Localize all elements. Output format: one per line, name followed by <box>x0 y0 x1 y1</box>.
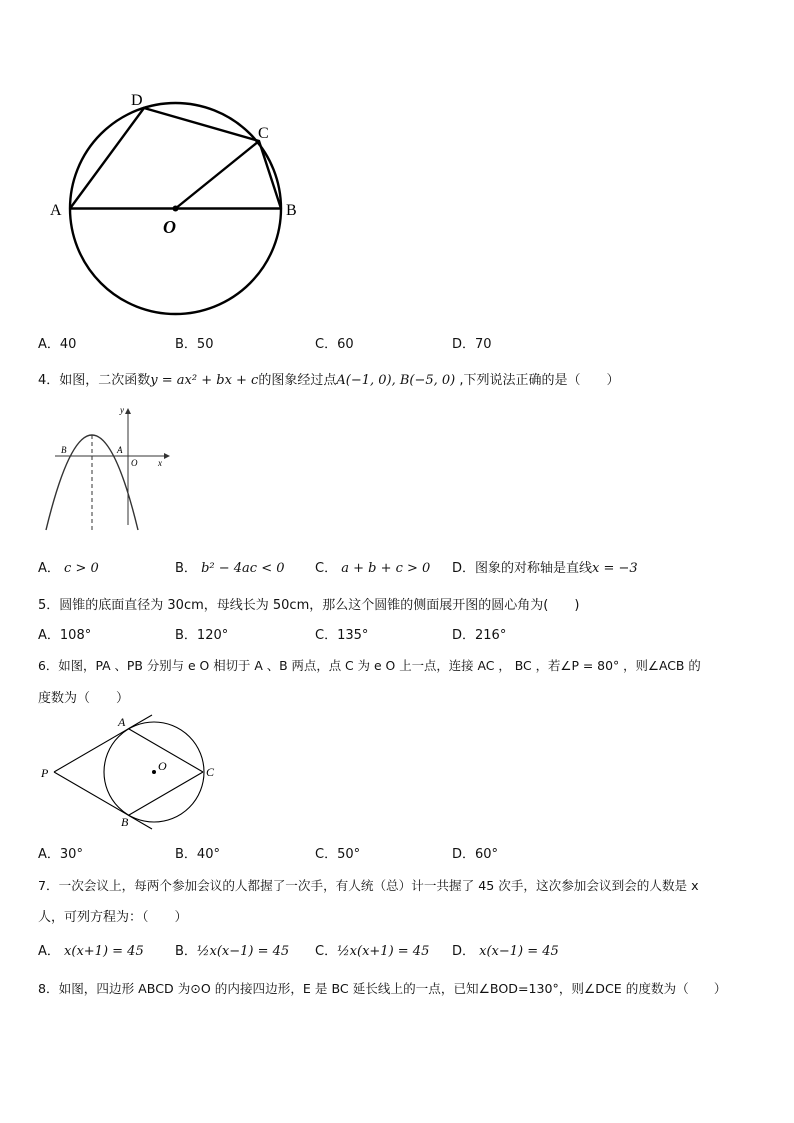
q6-stem-line1: 6．如图，PA 、PB 分别与 e O 相切于 A 、B 两点，点 C 为 e O 上一点，连接 AC ， BC ，若∠P = 80° ，则∠ACB 的 <box>38 658 701 673</box>
option-value: x(x−1) = 45 <box>479 944 559 959</box>
option-value: 50° <box>337 847 361 862</box>
option-value: 216° <box>475 628 507 643</box>
label-o: O <box>163 217 176 237</box>
q3-option-c[interactable] <box>315 333 354 352</box>
option-value: 60 <box>337 337 354 352</box>
option-value: x(x+1) = 45 <box>64 944 144 959</box>
option-value: 40 <box>59 337 77 352</box>
option-letter: D． <box>452 628 476 643</box>
option-letter: C． <box>315 561 338 576</box>
label-b: B <box>286 202 297 219</box>
q7-option-a[interactable] <box>38 940 144 959</box>
option-letter: C． <box>315 628 338 643</box>
label-o: O <box>131 458 138 468</box>
label-a: A <box>50 202 62 219</box>
option-letter: C． <box>315 337 338 352</box>
q6-option-d[interactable] <box>452 843 498 862</box>
tangent-pb <box>54 772 152 829</box>
option-value: 135° <box>337 628 369 643</box>
option-letter: A． <box>38 561 60 576</box>
option-letter: B． <box>175 337 197 352</box>
option-letter: C． <box>315 847 338 862</box>
label-y: y <box>120 405 124 415</box>
question-number: 4． <box>38 373 60 388</box>
center-point <box>173 206 179 212</box>
option-letter: C． <box>315 944 338 959</box>
label-o: O <box>158 759 167 773</box>
q7-option-d[interactable] <box>452 940 559 959</box>
option-letter: A． <box>38 847 60 862</box>
option-letter: A． <box>38 628 60 643</box>
q5-option-c[interactable] <box>315 624 368 643</box>
option-letter: B． <box>175 628 197 643</box>
option-value: 30° <box>59 847 83 862</box>
option-letter: A． <box>38 944 60 959</box>
label-a: A <box>118 715 126 729</box>
q5-option-d[interactable] <box>452 624 506 643</box>
option-text: 图象的对称轴是直线 <box>475 561 593 576</box>
option-value: ½x(x+1) = 45 <box>337 944 430 959</box>
option-letter: B． <box>175 944 197 959</box>
q4-option-c[interactable] <box>315 557 430 576</box>
option-value: 70 <box>475 337 492 352</box>
y-axis-arrow <box>125 408 131 414</box>
label-c: C <box>258 125 269 142</box>
q6-stem-line2: 度数为（ ） <box>38 691 130 706</box>
figure-tangent-circle <box>38 712 223 832</box>
label-c: C <box>206 765 215 779</box>
q3-option-d[interactable] <box>452 333 492 352</box>
option-value: a + b + c > 0 <box>341 561 431 576</box>
option-value: b² − 4ac < 0 <box>201 561 285 576</box>
q6-option-c[interactable] <box>315 843 360 862</box>
label-x: x <box>158 458 162 468</box>
label-b: B <box>61 445 67 455</box>
label-b: B <box>121 815 129 829</box>
chord-bc <box>129 772 203 815</box>
q5-option-a[interactable] <box>38 624 91 643</box>
q4-points: A(−1, 0), B(−5, 0) <box>336 373 456 388</box>
option-letter: D． <box>452 337 476 352</box>
q6-option-a[interactable] <box>38 843 83 862</box>
q4-option-b[interactable] <box>175 557 284 576</box>
label-a: A <box>117 445 123 455</box>
q3-option-b[interactable] <box>175 333 213 352</box>
q3-option-a[interactable] <box>38 333 76 352</box>
q4-mid: 的图象经过点 <box>258 373 337 388</box>
chord-path-adcb <box>70 108 281 209</box>
q5-option-b[interactable] <box>175 624 228 643</box>
q7-stem-line1: 7．一次会议上，每两个参加会议的人都握了一次手，有人统（总）计一共握了 45 次手，这次参加会议到会的人数是 x <box>38 878 699 893</box>
q7-stem-line2: 人，可列方程为：（ ） <box>38 910 188 925</box>
figure-parabola <box>40 400 180 535</box>
x-axis-arrow <box>164 453 170 459</box>
option-letter: D． <box>452 847 476 862</box>
q4-option-d[interactable] <box>452 557 638 576</box>
figure-circle-quadrilateral <box>40 85 320 325</box>
center-point <box>152 770 156 774</box>
label-d: D <box>131 92 143 109</box>
q4-option-a[interactable] <box>38 557 99 576</box>
q4-function: y = ax² + bx + c <box>150 373 259 388</box>
q7-option-c[interactable] <box>315 940 429 959</box>
option-letter: D． <box>452 944 476 959</box>
option-value: x = −3 <box>592 561 638 576</box>
option-letter: D． <box>452 561 476 576</box>
option-value: 50 <box>196 337 214 352</box>
segment-oc <box>176 141 260 209</box>
option-letter: A． <box>38 337 60 352</box>
label-p: P <box>41 766 49 780</box>
q4-prefix: 如图，二次函数 <box>59 373 151 388</box>
tangent-pa <box>54 715 152 772</box>
option-letter: B． <box>175 561 197 576</box>
option-letter: B． <box>175 847 197 862</box>
option-value: 108° <box>59 628 92 643</box>
q5-stem: 5．圆锥的底面直径为 30cm，母线长为 50cm，那么这个圆锥的侧面展开图的圆心角为( ) <box>38 598 580 613</box>
q4-stem <box>38 369 620 388</box>
q6-option-b[interactable] <box>175 843 220 862</box>
option-value: 120° <box>196 628 229 643</box>
q4-suffix: ,下列说法正确的是（ ） <box>455 373 620 388</box>
q7-option-b[interactable] <box>175 940 289 959</box>
q8-stem: 8．如图，四边形 ABCD 为⊙O 的内接四边形，E 是 BC 延长线上的一点，已知∠BOD=130°，则∠DCE 的度数为（ ） <box>38 981 727 996</box>
option-value: c > 0 <box>64 561 99 576</box>
option-value: ½x(x−1) = 45 <box>196 944 290 959</box>
option-value: 60° <box>475 847 499 862</box>
option-value: 40° <box>196 847 220 862</box>
